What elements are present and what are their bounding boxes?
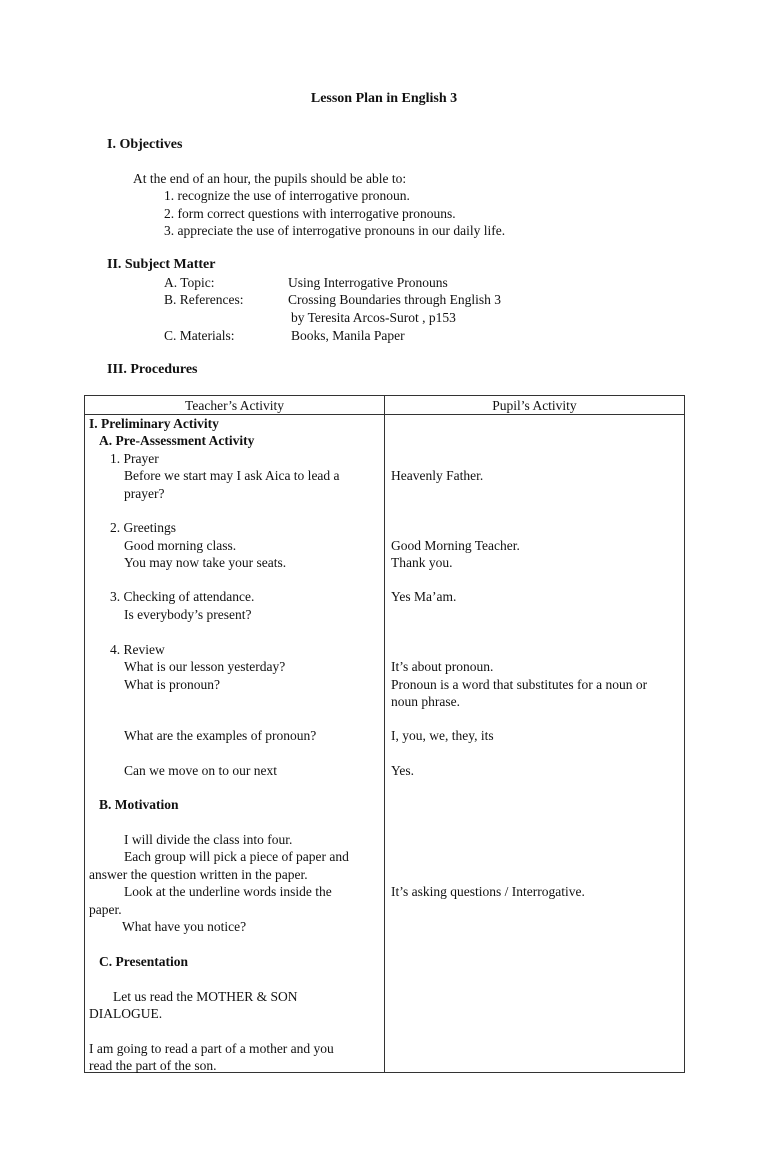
motivation-line-2a bbox=[124, 848, 378, 865]
objective-item-2: 2. form correct questions with interrogative pronouns. bbox=[164, 206, 456, 221]
review-answer-4: Yes. bbox=[391, 763, 415, 778]
pre-assessment-heading: A. Pre-Assessment Activity bbox=[99, 433, 255, 448]
presentation-line-2a: I am going to read a part of a mother and you bbox=[89, 1041, 334, 1056]
prayer-response: Heavenly Father. bbox=[391, 468, 484, 483]
review-answer-2b: noun phrase. bbox=[391, 694, 460, 709]
presentation-line-1b: DIALOGUE. bbox=[89, 1006, 163, 1021]
prayer-title: 1. Prayer bbox=[110, 451, 159, 466]
materials-value: Books, Manila Paper bbox=[291, 328, 405, 343]
motivation-line-4: What have you notice? bbox=[122, 919, 247, 934]
motivation-line-2a-text: Each group will pick a piece of paper and bbox=[124, 849, 349, 864]
procedures-heading: III. Procedures bbox=[107, 362, 198, 377]
review-question-1: What is our lesson yesterday? bbox=[124, 659, 286, 674]
attendance-title: 3. Checking of attendance. bbox=[110, 589, 255, 604]
motivation-line-3a: Look at the underline words inside the bbox=[124, 884, 332, 899]
column-header-pupil: Pupil’s Activity bbox=[492, 398, 577, 413]
presentation-line-2b: read the part of the son. bbox=[89, 1058, 217, 1073]
prayer-text-line1: Before we start may I ask Aica to lead a bbox=[124, 468, 340, 483]
attendance-response: Yes Ma’am. bbox=[391, 589, 457, 604]
page-title: Lesson Plan in English 3 bbox=[310, 91, 458, 106]
prayer-text-line2: prayer? bbox=[124, 486, 165, 501]
review-answer-1: It’s about pronoun. bbox=[391, 659, 494, 674]
references-value: Crossing Boundaries through English 3 bbox=[288, 292, 501, 307]
references-label: B. References: bbox=[164, 292, 244, 307]
review-question-2: What is pronoun? bbox=[124, 677, 220, 692]
motivation-line-3b: paper. bbox=[89, 902, 122, 917]
review-title: 4. Review bbox=[110, 642, 165, 657]
attendance-text: Is everybody’s present? bbox=[124, 607, 252, 622]
greetings-text-line2: You may now take your seats. bbox=[124, 555, 287, 570]
objectives-intro: At the end of an hour, the pupils should be able to: bbox=[133, 171, 407, 186]
review-question-3: What are the examples of pronoun? bbox=[124, 728, 317, 743]
review-answer-2a: Pronoun is a word that substitutes for a noun or bbox=[391, 677, 648, 692]
review-question-4: Can we move on to our next bbox=[124, 763, 277, 778]
column-header-teacher: Teacher’s Activity bbox=[185, 398, 284, 413]
greetings-response-1: Good Morning Teacher. bbox=[391, 538, 520, 553]
greetings-text-line1: Good morning class. bbox=[124, 538, 237, 553]
materials-label: C. Materials: bbox=[164, 328, 235, 343]
topic-label: A. Topic: bbox=[164, 275, 215, 290]
motivation-response: It’s asking questions / Interrogative. bbox=[391, 884, 585, 899]
greetings-response-2: Thank you. bbox=[391, 555, 453, 570]
motivation-line-1: I will divide the class into four. bbox=[124, 832, 293, 847]
subject-matter-heading: II. Subject Matter bbox=[107, 257, 216, 272]
review-answer-3: I, you, we, they, its bbox=[391, 728, 494, 743]
procedures-table bbox=[84, 395, 685, 1073]
motivation-line-2b: answer the question written in the paper. bbox=[89, 867, 308, 882]
objective-item-3: 3. appreciate the use of interrogative pronouns in our daily life. bbox=[164, 223, 506, 238]
presentation-line-1a: Let us read the MOTHER & SON bbox=[113, 989, 298, 1004]
presentation-heading: C. Presentation bbox=[99, 954, 188, 969]
references-value-2: by Teresita Arcos-Surot , p153 bbox=[291, 310, 456, 325]
objectives-heading: I. Objectives bbox=[107, 137, 183, 152]
motivation-heading: B. Motivation bbox=[99, 797, 179, 812]
topic-value: Using Interrogative Pronouns bbox=[288, 275, 448, 290]
greetings-title: 2. Greetings bbox=[110, 520, 176, 535]
preliminary-heading: I. Preliminary Activity bbox=[89, 416, 219, 431]
objective-item-1: 1. recognize the use of interrogative pronoun. bbox=[164, 188, 410, 203]
